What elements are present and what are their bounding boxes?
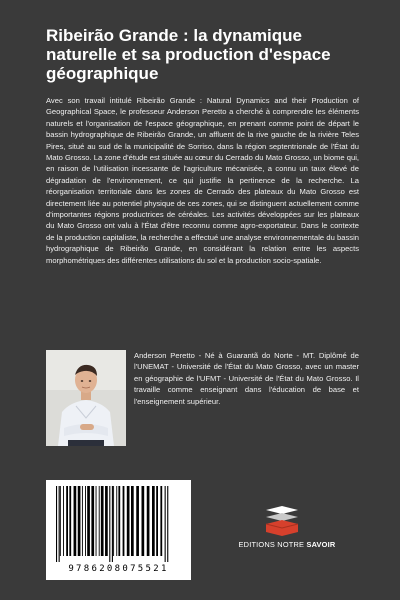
book-title: Ribeirão Grande : la dynamique naturelle et sa production d'espace géographique — [46, 26, 331, 83]
publisher-name-strong: SAVOIR — [306, 540, 336, 549]
stacked-books-icon — [262, 504, 302, 536]
author-portrait-icon — [46, 350, 126, 446]
publisher-name — [232, 540, 342, 549]
publisher-name-prefix: EDITIONS NOTRE — [238, 540, 305, 549]
book-summary: Avec son travail intitulé Ribeirão Grande : Natural Dynamics and their Production of Geographical Space, le professeur Anderson Peretto a cherché à comprendre les éléments naturels et l'organisation de l'espace géographique, en prenant comme point de départ le bassin hydrographique de Ribeirão Grande, un affluent de la rive gauche de la rivière Teles Pires, situé au sud de la municipalité de Sorriso, dans la région septentrionale de l'État du Mato Grosso. La zone d'étude est située au cœur du Cerrado du Mato Grosso, un biome qui, en raison de l'utilisation incessante de l'agriculture mécanisée, a connu un taux élevé de dégradation de l'environnement, ce qui justifie la pertinence de la recherche. La réorganisation territoriale dans les zones de Cerrado des plateaux du Mato Grosso est directement liée au potentiel physique de ces zones, qui se distinguent actuellement comme d'importantes régions productrices de céréales. Les activités développées sur les plateaux du Mato Grosso ont valu à l'État d'être reconnu comme agro-exportateur. Dans le contexte de la production capitaliste, la recherche a effectué une analyse environnementale du bassin hydrographique de Ribeirão Grande, en considérant la relation entre les aspects morphométriques des différentes utilisations du sol et la production socio-spatiale. — [46, 96, 359, 265]
author-bio: Anderson Peretto - Né à Guarantã do Norte - MT. Diplômé de l'UNEMAT - Université de l'État du Mato Grosso, avec un master en géographie de l'UFMT - Université de l'État du Mato Grosso. Il travaille comme enseignant dans l'éducation de base et l'enseignement supérieur. — [134, 351, 359, 406]
isbn-number: 9786208075521 — [68, 564, 169, 574]
author-photo — [46, 350, 126, 446]
barcode-bars — [54, 486, 183, 562]
isbn-barcode — [46, 480, 191, 580]
